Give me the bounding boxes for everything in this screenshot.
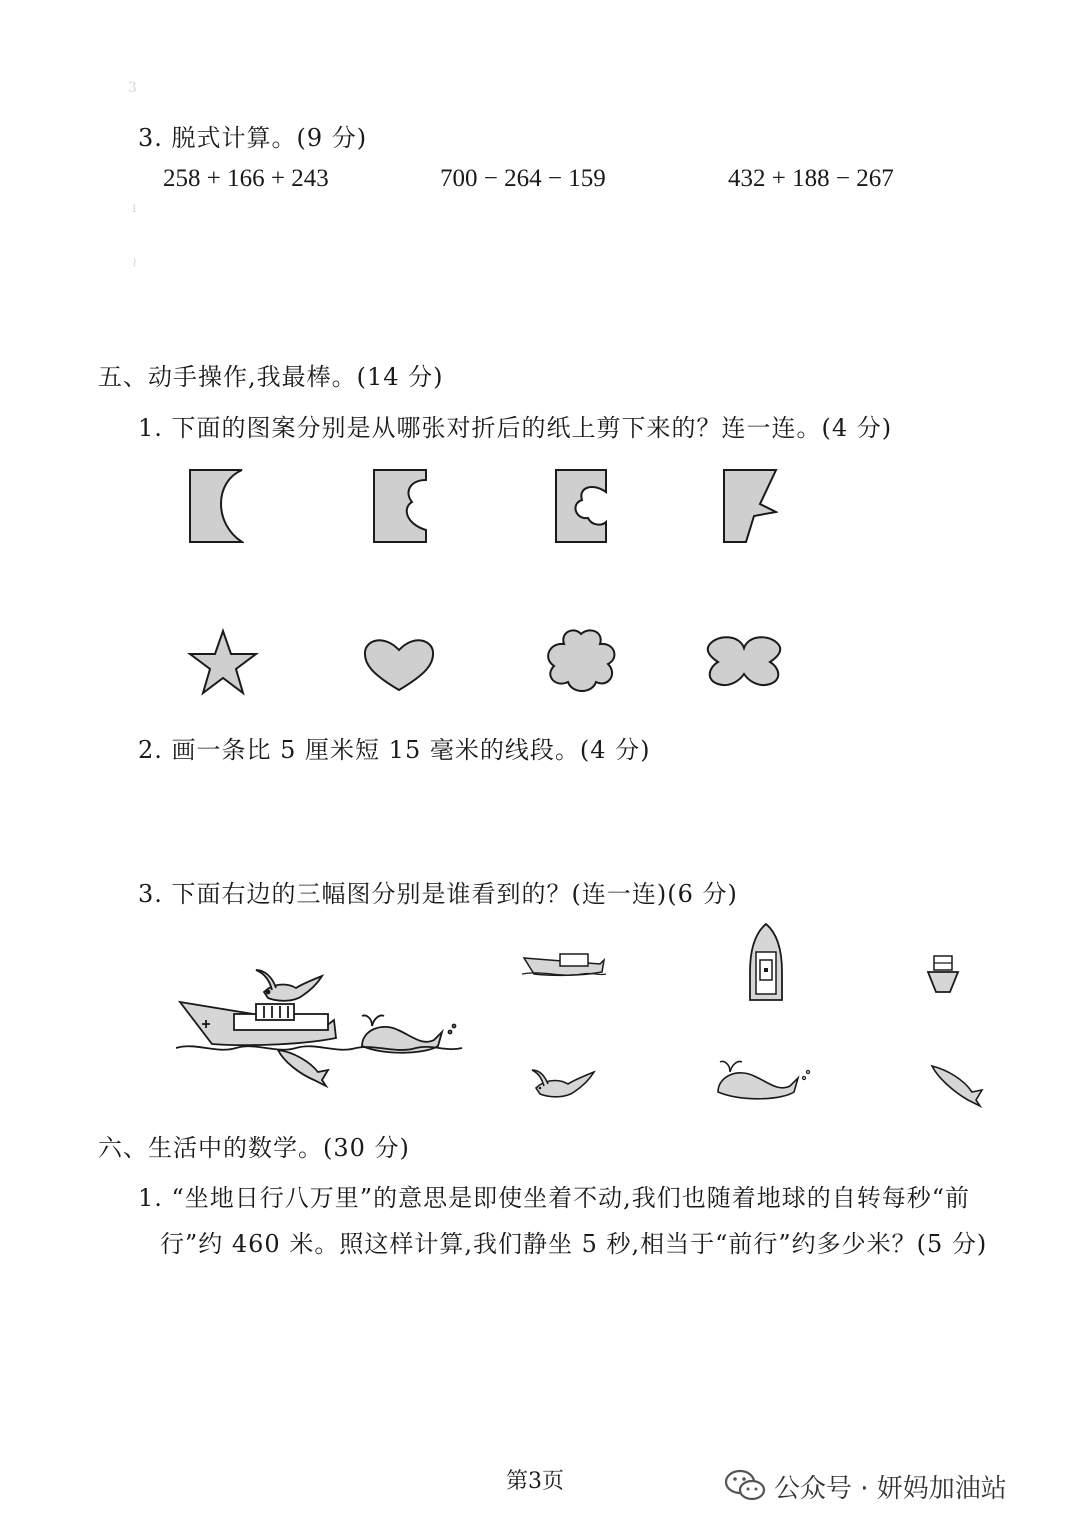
calc-expression-2: 700 − 264 − 159 — [440, 165, 606, 192]
fish-observer[interactable] — [930, 1062, 986, 1108]
calc-expression-3: 432 + 188 − 267 — [728, 165, 894, 192]
wechat-icon — [724, 1468, 766, 1502]
fish-icon — [278, 1050, 328, 1086]
whale-icon — [356, 1015, 462, 1052]
watermark-text: 公众号 · 妍妈加油站 — [774, 1474, 1007, 1504]
calc-heading: 3. 脱式计算。(9 分) — [138, 124, 368, 152]
folded-paper-star-half[interactable] — [722, 468, 778, 544]
seagull-observer[interactable] — [530, 1066, 600, 1108]
scan-mark: 3 — [128, 80, 137, 96]
seagull-icon — [256, 970, 322, 1001]
section5-q1: 1. 下面的图案分别是从哪张对折后的纸上剪下来的？连一连。(4 分) — [138, 414, 893, 442]
section5-q3: 3. 下面右边的三幅图分别是谁看到的？(连一连)(6 分) — [138, 880, 738, 908]
section6-title: 六、生活中的数学。(30 分) — [98, 1134, 410, 1162]
star-shape[interactable] — [186, 628, 260, 696]
heart-shape[interactable] — [362, 636, 436, 694]
section6-q1-line1: 1. “坐地日行八万里”的意思是即使坐着不动,我们也随着地球的自转每秒“前 — [138, 1184, 970, 1212]
flower-shape[interactable] — [544, 628, 618, 692]
scan-mark: ≀ — [132, 255, 138, 271]
sea-scene-illustration — [176, 962, 466, 1088]
ship-top-view[interactable] — [748, 922, 784, 1004]
whale-observer[interactable] — [712, 1056, 812, 1102]
butterfly-shape[interactable] — [704, 636, 784, 688]
folded-paper-flower-half[interactable] — [554, 468, 608, 544]
ship-side-view[interactable] — [522, 950, 606, 978]
scan-mark: ı — [132, 200, 137, 216]
section6-q1-line2: 行”约 460 米。照这样计算,我们静坐 5 秒,相当于“前行”约多少米？(5 分) — [160, 1230, 988, 1258]
section5-q2: 2. 画一条比 5 厘米短 15 毫米的线段。(4 分) — [138, 736, 651, 764]
calc-expression-1: 258 + 166 + 243 — [163, 165, 329, 192]
folded-paper-heart-half[interactable] — [372, 468, 428, 544]
ship-front-view[interactable] — [926, 952, 960, 996]
page-number: 第3页 — [506, 1469, 564, 1494]
section5-title: 五、动手操作,我最棒。(14 分) — [98, 363, 444, 391]
ship-icon — [180, 1002, 336, 1045]
folded-paper-crescent[interactable] — [188, 468, 244, 544]
